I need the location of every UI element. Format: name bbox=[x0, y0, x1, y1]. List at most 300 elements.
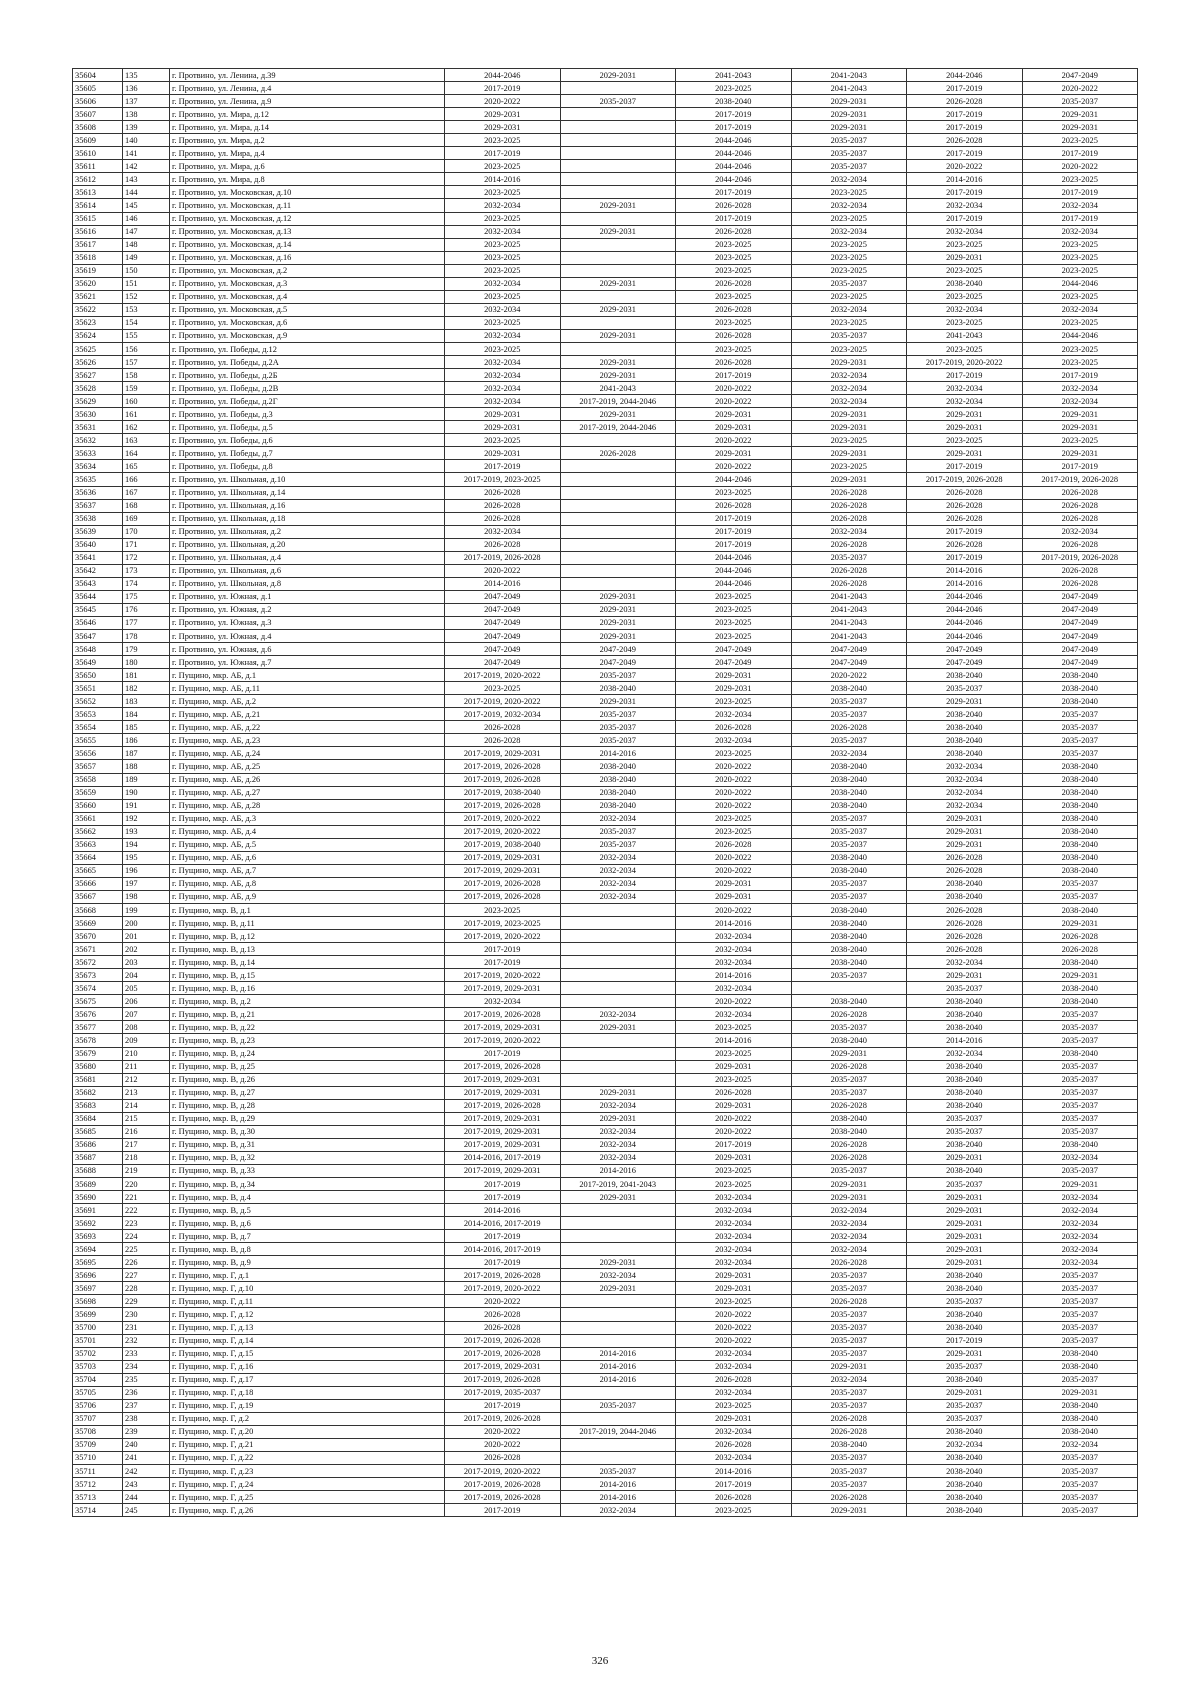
cell-period-1: 2017-2019, 2032-2034 bbox=[445, 708, 561, 721]
cell-period-5: 2038-2040 bbox=[907, 1164, 1023, 1177]
cell-period-1: 2032-2034 bbox=[445, 303, 561, 316]
cell-address: г. Пущино, мкр. Г, д.13 bbox=[170, 1321, 445, 1334]
cell-period-4: 2041-2043 bbox=[791, 82, 907, 95]
table-row bbox=[73, 956, 1138, 969]
cell-period-5: 2032-2034 bbox=[907, 799, 1023, 812]
table-row bbox=[73, 121, 1138, 134]
cell-period-2 bbox=[560, 1334, 676, 1347]
cell-period-3: 2026-2028 bbox=[676, 329, 792, 342]
cell-period-3: 2032-2034 bbox=[676, 1243, 792, 1256]
cell-period-6: 2038-2040 bbox=[1022, 1360, 1138, 1373]
cell-period-1: 2026-2028 bbox=[445, 721, 561, 734]
cell-period-6: 2026-2028 bbox=[1022, 564, 1138, 577]
cell-period-3: 2023-2025 bbox=[676, 747, 792, 760]
cell-period-6: 2035-2037 bbox=[1022, 1478, 1138, 1491]
cell-period-3: 2032-2034 bbox=[676, 956, 792, 969]
table-row bbox=[73, 851, 1138, 864]
cell-period-5: 2038-2040 bbox=[907, 1282, 1023, 1295]
cell-period-1: 2017-2019, 2029-2031 bbox=[445, 1138, 561, 1151]
cell-period-1: 2017-2019, 2026-2028 bbox=[445, 760, 561, 773]
cell-period-4: 2035-2037 bbox=[791, 1086, 907, 1099]
cell-row-number: 245 bbox=[123, 1504, 170, 1517]
cell-row-number: 136 bbox=[123, 82, 170, 95]
cell-row-number: 243 bbox=[123, 1478, 170, 1491]
cell-record-id: 35633 bbox=[73, 447, 123, 460]
table-body bbox=[73, 69, 1138, 1517]
cell-period-6: 2032-2034 bbox=[1022, 1217, 1138, 1230]
cell-period-4: 2032-2034 bbox=[791, 369, 907, 382]
cell-period-2 bbox=[560, 1321, 676, 1334]
cell-period-5: 2038-2040 bbox=[907, 1086, 1023, 1099]
cell-address: г. Пущино, мкр. Г, д.19 bbox=[170, 1399, 445, 1412]
cell-period-3: 2047-2049 bbox=[676, 656, 792, 669]
cell-record-id: 35645 bbox=[73, 603, 123, 616]
cell-period-4: 2041-2043 bbox=[791, 630, 907, 643]
cell-row-number: 214 bbox=[123, 1099, 170, 1112]
cell-period-6: 2038-2040 bbox=[1022, 1138, 1138, 1151]
cell-period-6: 2023-2025 bbox=[1022, 134, 1138, 147]
cell-period-3: 2044-2046 bbox=[676, 160, 792, 173]
cell-address: г. Пущино, мкр. Г, д.21 bbox=[170, 1438, 445, 1451]
cell-period-2 bbox=[560, 551, 676, 564]
cell-period-2: 2047-2049 bbox=[560, 656, 676, 669]
cell-period-3: 2029-2031 bbox=[676, 1269, 792, 1282]
cell-period-1: 2014-2016 bbox=[445, 577, 561, 590]
cell-period-3: 2017-2019 bbox=[676, 525, 792, 538]
cell-period-6: 2035-2037 bbox=[1022, 721, 1138, 734]
cell-period-5: 2014-2016 bbox=[907, 173, 1023, 186]
cell-period-4: 2035-2037 bbox=[791, 277, 907, 290]
cell-period-1: 2017-2019, 2026-2028 bbox=[445, 877, 561, 890]
cell-period-5: 2038-2040 bbox=[907, 721, 1023, 734]
cell-period-6: 2035-2037 bbox=[1022, 1465, 1138, 1478]
cell-period-3: 2023-2025 bbox=[676, 251, 792, 264]
cell-row-number: 161 bbox=[123, 408, 170, 421]
cell-period-2 bbox=[560, 1073, 676, 1086]
table-row bbox=[73, 603, 1138, 616]
cell-period-5: 2029-2031 bbox=[907, 1204, 1023, 1217]
cell-address: г. Пущино, мкр. АБ, д.6 bbox=[170, 851, 445, 864]
cell-period-5: 2026-2028 bbox=[907, 512, 1023, 525]
table-row bbox=[73, 1047, 1138, 1060]
cell-row-number: 162 bbox=[123, 421, 170, 434]
cell-record-id: 35638 bbox=[73, 512, 123, 525]
cell-address: г. Протвино, ул. Мира, д.8 bbox=[170, 173, 445, 186]
cell-period-6: 2038-2040 bbox=[1022, 669, 1138, 682]
cell-period-5: 2035-2037 bbox=[907, 1177, 1023, 1190]
cell-row-number: 173 bbox=[123, 564, 170, 577]
cell-period-2: 2035-2037 bbox=[560, 669, 676, 682]
table-row bbox=[73, 225, 1138, 238]
cell-period-1: 2047-2049 bbox=[445, 616, 561, 629]
table-row bbox=[73, 877, 1138, 890]
cell-record-id: 35664 bbox=[73, 851, 123, 864]
cell-period-5: 2020-2022 bbox=[907, 160, 1023, 173]
cell-period-2 bbox=[560, 1295, 676, 1308]
cell-address: г. Протвино, ул. Московская, д.13 bbox=[170, 225, 445, 238]
cell-period-3: 2029-2031 bbox=[676, 1151, 792, 1164]
cell-record-id: 35706 bbox=[73, 1399, 123, 1412]
cell-period-3: 2029-2031 bbox=[676, 669, 792, 682]
cell-period-1: 2017-2019, 2026-2028 bbox=[445, 1008, 561, 1021]
cell-row-number: 188 bbox=[123, 760, 170, 773]
cell-period-3: 2017-2019 bbox=[676, 1138, 792, 1151]
cell-address: г. Пущино, мкр. Г, д.17 bbox=[170, 1373, 445, 1386]
cell-period-1: 2032-2034 bbox=[445, 199, 561, 212]
cell-record-id: 35630 bbox=[73, 408, 123, 421]
cell-period-5: 2014-2016 bbox=[907, 564, 1023, 577]
cell-period-2: 2035-2037 bbox=[560, 734, 676, 747]
cell-period-5: 2035-2037 bbox=[907, 1295, 1023, 1308]
cell-period-3: 2023-2025 bbox=[676, 316, 792, 329]
table-row bbox=[73, 82, 1138, 95]
cell-period-6: 2032-2034 bbox=[1022, 1151, 1138, 1164]
cell-period-1: 2017-2019, 2023-2025 bbox=[445, 917, 561, 930]
cell-period-5: 2038-2040 bbox=[907, 669, 1023, 682]
cell-period-4: 2041-2043 bbox=[791, 603, 907, 616]
cell-period-5: 2029-2031 bbox=[907, 1151, 1023, 1164]
cell-period-2: 2035-2037 bbox=[560, 708, 676, 721]
cell-period-2: 2026-2028 bbox=[560, 447, 676, 460]
cell-period-1: 2020-2022 bbox=[445, 1295, 561, 1308]
table-row bbox=[73, 1334, 1138, 1347]
cell-address: г. Протвино, ул. Победы, д.5 bbox=[170, 421, 445, 434]
cell-period-4: 2038-2040 bbox=[791, 786, 907, 799]
cell-period-3: 2032-2034 bbox=[676, 1360, 792, 1373]
cell-period-5: 2035-2037 bbox=[907, 982, 1023, 995]
cell-record-id: 35705 bbox=[73, 1386, 123, 1399]
cell-period-5: 2023-2025 bbox=[907, 434, 1023, 447]
cell-record-id: 35619 bbox=[73, 264, 123, 277]
cell-period-6: 2038-2040 bbox=[1022, 1047, 1138, 1060]
cell-period-3: 2032-2034 bbox=[676, 1256, 792, 1269]
cell-period-1: 2017-2019, 2029-2031 bbox=[445, 1164, 561, 1177]
cell-address: г. Протвино, ул. Московская, д.9 bbox=[170, 329, 445, 342]
cell-period-6: 2035-2037 bbox=[1022, 1008, 1138, 1021]
table-row bbox=[73, 930, 1138, 943]
cell-record-id: 35692 bbox=[73, 1217, 123, 1230]
cell-period-6: 2035-2037 bbox=[1022, 1125, 1138, 1138]
cell-record-id: 35641 bbox=[73, 551, 123, 564]
cell-period-4: 2029-2031 bbox=[791, 1047, 907, 1060]
table-row bbox=[73, 186, 1138, 199]
cell-address: г. Пущино, мкр. Г, д.26 bbox=[170, 1504, 445, 1517]
cell-row-number: 244 bbox=[123, 1491, 170, 1504]
cell-period-2: 2017-2019, 2044-2046 bbox=[560, 395, 676, 408]
cell-row-number: 226 bbox=[123, 1256, 170, 1269]
cell-period-6: 2035-2037 bbox=[1022, 1321, 1138, 1334]
cell-period-5: 2038-2040 bbox=[907, 734, 1023, 747]
cell-period-2 bbox=[560, 212, 676, 225]
cell-record-id: 35640 bbox=[73, 538, 123, 551]
cell-period-6: 2032-2034 bbox=[1022, 382, 1138, 395]
cell-period-1: 2014-2016 bbox=[445, 1204, 561, 1217]
table-row bbox=[73, 1060, 1138, 1073]
cell-row-number: 227 bbox=[123, 1269, 170, 1282]
table-row bbox=[73, 669, 1138, 682]
cell-period-3: 2032-2034 bbox=[676, 1451, 792, 1464]
cell-period-4: 2035-2037 bbox=[791, 695, 907, 708]
cell-address: г. Протвино, ул. Школьная, д.20 bbox=[170, 538, 445, 551]
cell-period-6: 2023-2025 bbox=[1022, 173, 1138, 186]
cell-period-3: 2014-2016 bbox=[676, 1034, 792, 1047]
table-row bbox=[73, 773, 1138, 786]
cell-record-id: 35634 bbox=[73, 460, 123, 473]
cell-period-3: 2044-2046 bbox=[676, 473, 792, 486]
cell-period-5: 2038-2040 bbox=[907, 1465, 1023, 1478]
cell-period-3: 2020-2022 bbox=[676, 434, 792, 447]
cell-period-6: 2029-2031 bbox=[1022, 408, 1138, 421]
cell-period-5: 2029-2031 bbox=[907, 421, 1023, 434]
cell-period-2: 2029-2031 bbox=[560, 369, 676, 382]
cell-period-6: 2038-2040 bbox=[1022, 799, 1138, 812]
cell-period-6: 2047-2049 bbox=[1022, 630, 1138, 643]
cell-period-3: 2026-2028 bbox=[676, 225, 792, 238]
cell-period-2 bbox=[560, 904, 676, 917]
cell-period-3: 2032-2034 bbox=[676, 943, 792, 956]
cell-row-number: 185 bbox=[123, 721, 170, 734]
cell-period-1: 2023-2025 bbox=[445, 904, 561, 917]
cell-period-5: 2032-2034 bbox=[907, 773, 1023, 786]
cell-period-4: 2026-2028 bbox=[791, 1412, 907, 1425]
cell-period-2 bbox=[560, 1243, 676, 1256]
cell-period-3: 2017-2019 bbox=[676, 212, 792, 225]
cell-period-6: 2038-2040 bbox=[1022, 812, 1138, 825]
cell-record-id: 35678 bbox=[73, 1034, 123, 1047]
cell-period-4: 2035-2037 bbox=[791, 969, 907, 982]
cell-record-id: 35711 bbox=[73, 1465, 123, 1478]
cell-period-1: 2023-2025 bbox=[445, 160, 561, 173]
cell-period-3: 2020-2022 bbox=[676, 799, 792, 812]
cell-period-2 bbox=[560, 1204, 676, 1217]
cell-period-1: 2017-2019 bbox=[445, 1256, 561, 1269]
cell-period-3: 2023-2025 bbox=[676, 1177, 792, 1190]
table-row bbox=[73, 721, 1138, 734]
cell-period-6: 2038-2040 bbox=[1022, 773, 1138, 786]
cell-period-6: 2035-2037 bbox=[1022, 1099, 1138, 1112]
table-row bbox=[73, 1269, 1138, 1282]
cell-record-id: 35629 bbox=[73, 395, 123, 408]
cell-period-5: 2023-2025 bbox=[907, 342, 1023, 355]
cell-row-number: 242 bbox=[123, 1465, 170, 1478]
cell-period-1: 2017-2019, 2026-2028 bbox=[445, 551, 561, 564]
cell-period-5: 2038-2040 bbox=[907, 1099, 1023, 1112]
cell-record-id: 35671 bbox=[73, 943, 123, 956]
cell-period-2: 2032-2034 bbox=[560, 1151, 676, 1164]
cell-period-1: 2032-2034 bbox=[445, 369, 561, 382]
cell-period-2: 2032-2034 bbox=[560, 1125, 676, 1138]
cell-row-number: 203 bbox=[123, 956, 170, 969]
table-row bbox=[73, 564, 1138, 577]
cell-period-4: 2026-2028 bbox=[791, 1295, 907, 1308]
cell-address: г. Пущино, мкр. АБ, д.25 bbox=[170, 760, 445, 773]
cell-period-1: 2017-2019, 2026-2028 bbox=[445, 773, 561, 786]
cell-period-2: 2032-2034 bbox=[560, 877, 676, 890]
table-row bbox=[73, 1177, 1138, 1190]
cell-period-1: 2017-2019 bbox=[445, 1504, 561, 1517]
cell-row-number: 233 bbox=[123, 1347, 170, 1360]
cell-row-number: 220 bbox=[123, 1177, 170, 1190]
cell-period-5: 2026-2028 bbox=[907, 134, 1023, 147]
cell-period-5: 2029-2031 bbox=[907, 447, 1023, 460]
cell-period-1: 2017-2019 bbox=[445, 147, 561, 160]
cell-record-id: 35626 bbox=[73, 356, 123, 369]
cell-row-number: 213 bbox=[123, 1086, 170, 1099]
cell-row-number: 215 bbox=[123, 1112, 170, 1125]
table-row bbox=[73, 499, 1138, 512]
cell-period-4: 2026-2028 bbox=[791, 564, 907, 577]
cell-period-5: 2032-2034 bbox=[907, 382, 1023, 395]
cell-record-id: 35642 bbox=[73, 564, 123, 577]
cell-row-number: 165 bbox=[123, 460, 170, 473]
cell-period-2: 2032-2034 bbox=[560, 1269, 676, 1282]
cell-period-2 bbox=[560, 525, 676, 538]
cell-address: г. Протвино, ул. Московская, д.12 bbox=[170, 212, 445, 225]
cell-period-4: 2035-2037 bbox=[791, 734, 907, 747]
cell-address: г. Протвино, ул. Южная, д.6 bbox=[170, 643, 445, 656]
cell-row-number: 180 bbox=[123, 656, 170, 669]
cell-period-5: 2038-2040 bbox=[907, 277, 1023, 290]
cell-period-6: 2035-2037 bbox=[1022, 1112, 1138, 1125]
cell-period-4: 2035-2037 bbox=[791, 551, 907, 564]
cell-period-6: 2047-2049 bbox=[1022, 590, 1138, 603]
cell-period-2 bbox=[560, 238, 676, 251]
cell-period-3: 2026-2028 bbox=[676, 1491, 792, 1504]
cell-period-1: 2032-2034 bbox=[445, 225, 561, 238]
cell-period-6: 2047-2049 bbox=[1022, 69, 1138, 82]
table-row bbox=[73, 551, 1138, 564]
cell-record-id: 35687 bbox=[73, 1151, 123, 1164]
cell-row-number: 218 bbox=[123, 1151, 170, 1164]
cell-address: г. Пущино, мкр. В, д.26 bbox=[170, 1073, 445, 1086]
cell-address: г. Протвино, ул. Школьная, д.6 bbox=[170, 564, 445, 577]
cell-period-3: 2020-2022 bbox=[676, 460, 792, 473]
cell-period-2: 2032-2034 bbox=[560, 851, 676, 864]
cell-period-3: 2026-2028 bbox=[676, 1438, 792, 1451]
cell-period-5: 2038-2040 bbox=[907, 890, 1023, 903]
cell-period-6: 2017-2019 bbox=[1022, 147, 1138, 160]
cell-address: г. Протвино, ул. Ленина, д.4 bbox=[170, 82, 445, 95]
cell-period-1: 2023-2025 bbox=[445, 212, 561, 225]
cell-address: г. Протвино, ул. Школьная, д.18 bbox=[170, 512, 445, 525]
cell-row-number: 225 bbox=[123, 1243, 170, 1256]
cell-record-id: 35656 bbox=[73, 747, 123, 760]
cell-record-id: 35703 bbox=[73, 1360, 123, 1373]
cell-row-number: 167 bbox=[123, 486, 170, 499]
cell-row-number: 175 bbox=[123, 590, 170, 603]
cell-period-4: 2038-2040 bbox=[791, 1125, 907, 1138]
cell-row-number: 194 bbox=[123, 838, 170, 851]
cell-period-5: 2014-2016 bbox=[907, 1034, 1023, 1047]
cell-period-3: 2017-2019 bbox=[676, 512, 792, 525]
cell-period-5: 2038-2040 bbox=[907, 1138, 1023, 1151]
cell-period-2 bbox=[560, 1047, 676, 1060]
cell-record-id: 35707 bbox=[73, 1412, 123, 1425]
cell-period-1: 2020-2022 bbox=[445, 1438, 561, 1451]
cell-period-5: 2029-2031 bbox=[907, 812, 1023, 825]
cell-row-number: 224 bbox=[123, 1230, 170, 1243]
cell-period-1: 2032-2034 bbox=[445, 525, 561, 538]
cell-period-5: 2032-2034 bbox=[907, 395, 1023, 408]
cell-period-2 bbox=[560, 956, 676, 969]
cell-address: г. Пущино, мкр. Г, д.25 bbox=[170, 1491, 445, 1504]
cell-period-5: 2044-2046 bbox=[907, 590, 1023, 603]
cell-period-6: 2038-2040 bbox=[1022, 682, 1138, 695]
cell-period-6: 2026-2028 bbox=[1022, 499, 1138, 512]
cell-period-5: 2038-2040 bbox=[907, 1021, 1023, 1034]
cell-row-number: 210 bbox=[123, 1047, 170, 1060]
table-row bbox=[73, 395, 1138, 408]
cell-period-2 bbox=[560, 917, 676, 930]
cell-period-1: 2023-2025 bbox=[445, 316, 561, 329]
cell-period-1: 2017-2019, 2020-2022 bbox=[445, 1282, 561, 1295]
cell-period-3: 2026-2028 bbox=[676, 499, 792, 512]
cell-period-3: 2020-2022 bbox=[676, 904, 792, 917]
cell-address: г. Пущино, мкр. В, д.21 bbox=[170, 1008, 445, 1021]
table-row bbox=[73, 421, 1138, 434]
cell-address: г. Протвино, ул. Мира, д.12 bbox=[170, 108, 445, 121]
cell-period-1: 2017-2019, 2029-2031 bbox=[445, 1112, 561, 1125]
cell-period-3: 2023-2025 bbox=[676, 264, 792, 277]
cell-period-3: 2020-2022 bbox=[676, 773, 792, 786]
cell-period-6: 2038-2040 bbox=[1022, 1412, 1138, 1425]
cell-period-6: 2035-2037 bbox=[1022, 95, 1138, 108]
cell-period-2 bbox=[560, 251, 676, 264]
table-row bbox=[73, 473, 1138, 486]
cell-period-4: 2023-2025 bbox=[791, 290, 907, 303]
cell-period-5: 2038-2040 bbox=[907, 747, 1023, 760]
cell-period-4: 2035-2037 bbox=[791, 838, 907, 851]
cell-period-1: 2017-2019 bbox=[445, 1399, 561, 1412]
cell-period-6: 2047-2049 bbox=[1022, 656, 1138, 669]
cell-row-number: 193 bbox=[123, 825, 170, 838]
table-row bbox=[73, 264, 1138, 277]
cell-period-2: 2029-2031 bbox=[560, 1086, 676, 1099]
cell-period-3: 2026-2028 bbox=[676, 1373, 792, 1386]
table-row bbox=[73, 1282, 1138, 1295]
cell-period-3: 2029-2031 bbox=[676, 1060, 792, 1073]
cell-period-6: 2038-2040 bbox=[1022, 838, 1138, 851]
cell-period-6: 2023-2025 bbox=[1022, 251, 1138, 264]
cell-period-2: 2035-2037 bbox=[560, 825, 676, 838]
cell-period-3: 2038-2040 bbox=[676, 95, 792, 108]
cell-record-id: 35689 bbox=[73, 1177, 123, 1190]
cell-row-number: 230 bbox=[123, 1308, 170, 1321]
cell-period-2: 2029-2031 bbox=[560, 616, 676, 629]
cell-period-1: 2026-2028 bbox=[445, 1451, 561, 1464]
cell-period-4: 2038-2040 bbox=[791, 995, 907, 1008]
cell-record-id: 35681 bbox=[73, 1073, 123, 1086]
table-row bbox=[73, 1451, 1138, 1464]
table-row bbox=[73, 1021, 1138, 1034]
cell-period-2 bbox=[560, 982, 676, 995]
cell-row-number: 237 bbox=[123, 1399, 170, 1412]
cell-period-1: 2017-2019, 2026-2028 bbox=[445, 1491, 561, 1504]
cell-address: г. Пущино, мкр. Г, д.23 bbox=[170, 1465, 445, 1478]
cell-period-1: 2023-2025 bbox=[445, 290, 561, 303]
cell-period-5: 2017-2019, 2020-2022 bbox=[907, 356, 1023, 369]
cell-period-1: 2017-2019, 2035-2037 bbox=[445, 1386, 561, 1399]
table-row bbox=[73, 995, 1138, 1008]
cell-address: г. Пущино, мкр. В, д.6 bbox=[170, 1217, 445, 1230]
cell-period-2 bbox=[560, 290, 676, 303]
table-row bbox=[73, 1230, 1138, 1243]
cell-row-number: 208 bbox=[123, 1021, 170, 1034]
cell-period-1: 2029-2031 bbox=[445, 408, 561, 421]
cell-period-1: 2026-2028 bbox=[445, 734, 561, 747]
cell-period-5: 2038-2040 bbox=[907, 877, 1023, 890]
cell-period-4: 2035-2037 bbox=[791, 134, 907, 147]
